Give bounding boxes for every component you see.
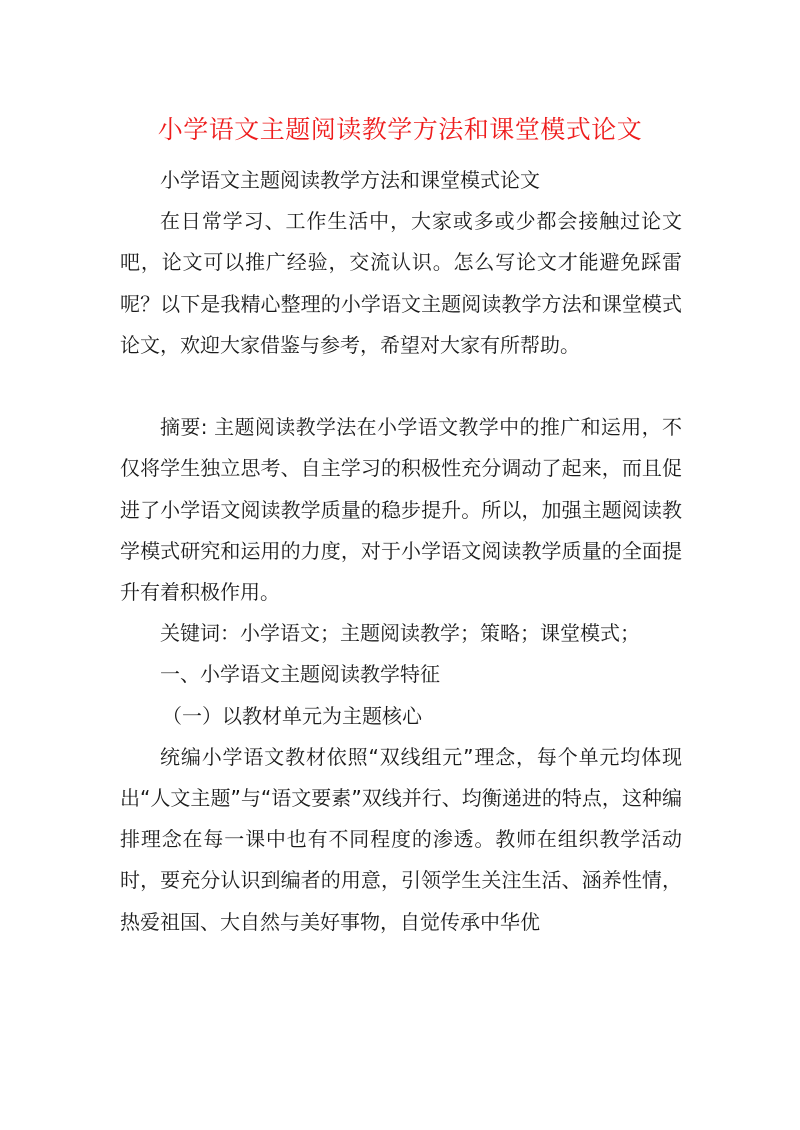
document-body — [120, 160, 682, 943]
paragraph-intro: 在日常学习、工作生活中，大家或多或少都会接触过论文吧，论文可以推广经验，交流认识。怎么写论文才能避免踩雷呢？以下是我精心整理的小学语文主题阅读教学方法和课堂模式论文，欢迎大家借鉴与参考，希望对大家有所帮助。 — [120, 209, 682, 357]
paragraph-abstract: 摘要: 主题阅读教学法在小学语文教学中的推广和运用，不仅将学生独立思考、自主学习的积极性充分调动了起来，而且促进了小学语文阅读教学质量的稳步提升。所以，加强主题阅读教学模式研究和运用的力度，对于小学语文阅读教学质量的全面提升有着积极作用。 — [120, 415, 682, 605]
section-heading: 一、小学语文主题阅读教学特征 — [160, 662, 440, 687]
document-title: 小学语文主题阅读教学方法和课堂模式论文 — [157, 115, 643, 144]
paragraph-keywords: 关键词：小学语文；主题阅读教学；策略；课堂模式； — [160, 621, 640, 646]
paragraph-body: 统编小学语文教材依照“双线组元”理念，每个单元均体现出“人文主题”与“语文要素”双线并行、均衡递进的特点，这种编排理念在每一课中也有不同程度的渗透。教师在组织教学活动时，要充分认识到编者的用意，引领学生关注生活、涵养性情，热爱祖国、大自然与美好事物，自觉传承中华优 — [120, 744, 682, 934]
subsection-heading: （一）以教材单元为主题核心 — [162, 703, 422, 728]
blank-line — [120, 366, 682, 407]
paragraph-subtitle: 小学语文主题阅读教学方法和课堂模式论文 — [160, 168, 540, 192]
